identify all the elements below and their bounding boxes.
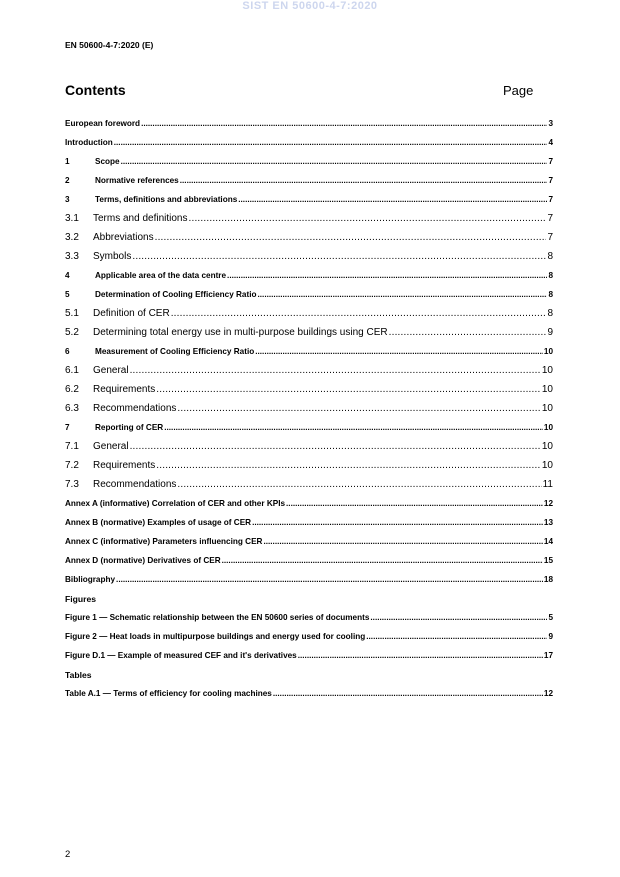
toc-leader-dots [238, 193, 547, 207]
toc-entry-page: 10 [541, 365, 553, 376]
toc-leader-dots [255, 345, 543, 359]
toc-leader-dots [298, 649, 543, 663]
toc-entry[interactable] [65, 630, 553, 649]
toc-entry-title: Figure D.1 — Example of measured CEF and it's derivatives [65, 651, 297, 660]
toc-leader-dots [121, 155, 548, 169]
toc-entry[interactable] [65, 402, 553, 421]
toc-entry-page: 7 [547, 232, 553, 243]
toc-entry-number: 2 [65, 176, 70, 185]
toc-entry-title: Annex A (informative) Correlation of CER and other KPIs [65, 499, 286, 508]
toc-leader-dots [258, 288, 548, 302]
toc-entry-number: 5.2 [65, 327, 79, 338]
toc-entry-page: 7 [547, 213, 553, 224]
toc-entry-title: Bibliography [65, 575, 116, 584]
toc-entry-number: 3.1 [65, 213, 79, 224]
toc-entry-title: Definition of CER [93, 308, 170, 319]
toc-entry-title: General [93, 441, 129, 452]
toc-entry-number: 6 [65, 347, 70, 356]
toc-entry-page: 10 [543, 347, 553, 356]
contents-title: Contents [65, 82, 126, 98]
toc-entry[interactable] [65, 459, 553, 478]
toc-entry-title: Scope [95, 157, 120, 166]
toc-entry[interactable] [65, 440, 553, 459]
toc-leader-dots [171, 307, 547, 321]
toc-leader-dots [141, 117, 547, 131]
toc-entry-page: 8 [547, 308, 553, 319]
toc-entry-title: Normative references [95, 176, 179, 185]
toc-entry-title: Requirements [93, 384, 156, 395]
toc-entry-number: 1 [65, 157, 70, 166]
toc-entry-number: 7.1 [65, 441, 79, 452]
page-number: 2 [65, 849, 71, 860]
toc-entry[interactable] [65, 345, 553, 364]
toc-entry-title: Annex B (normative) Examples of usage of CER [65, 518, 252, 527]
toc-entry-title: Introduction [65, 138, 113, 147]
toc-entry-page: 12 [543, 499, 553, 508]
toc-entry-page: 14 [543, 537, 553, 546]
toc-entry-title: Recommendations [93, 403, 177, 414]
toc-entry-number: 7 [65, 423, 70, 432]
toc-leader-dots [263, 535, 542, 549]
toc-entry[interactable] [65, 383, 553, 402]
document-id: EN 50600-4-7:2020 (E) [65, 40, 154, 50]
toc-entry-title: Figure 1 — Schematic relationship between the EN 50600 series of documents [65, 613, 370, 622]
toc-entry-title: Reporting of CER [95, 423, 164, 432]
toc-entry-title: Determining total energy use in multi-purpose buildings using CER [93, 327, 388, 338]
toc-entry-page: 8 [547, 251, 553, 262]
toc-entry-title: Terms, definitions and abbreviations [95, 195, 238, 204]
toc-entry-page: 10 [541, 441, 553, 452]
toc-leader-dots [370, 611, 547, 625]
toc-entry-title: Annex C (informative) Parameters influencing CER [65, 537, 263, 546]
toc-entry[interactable] [65, 193, 553, 212]
toc-entry[interactable] [65, 307, 553, 326]
toc-entry[interactable] [65, 649, 553, 668]
toc-entry-number: 5 [65, 290, 70, 299]
toc-entry-page: 15 [543, 556, 553, 565]
toc-entry[interactable] [65, 535, 553, 554]
toc-entry-page: 8 [548, 271, 553, 280]
toc-entry-page: 9 [548, 632, 553, 641]
toc-entry-title: Symbols [93, 251, 132, 262]
toc-entry[interactable] [65, 231, 553, 250]
toc-entry[interactable] [65, 117, 553, 136]
toc-entry[interactable] [65, 554, 553, 573]
toc-entry-page: 3 [548, 119, 553, 128]
toc-entry-number: 7.2 [65, 460, 79, 471]
toc-leader-dots [114, 136, 548, 150]
toc-leader-dots [130, 440, 541, 454]
toc-entry-title: European foreword [65, 119, 141, 128]
toc-leader-dots [130, 364, 541, 378]
toc-entry-page: 10 [541, 384, 553, 395]
toc-entry[interactable] [65, 174, 553, 193]
toc-leader-dots [156, 459, 541, 473]
toc-leader-dots [177, 402, 541, 416]
toc-entry[interactable] [65, 421, 553, 440]
toc-entry-title: General [93, 365, 129, 376]
page-column-label: Page [503, 83, 534, 98]
toc-entry[interactable] [65, 212, 553, 231]
toc-entry-number: 6.1 [65, 365, 79, 376]
toc-leader-dots [164, 421, 543, 435]
toc-entry-title: Terms and definitions [93, 213, 188, 224]
table-of-contents [65, 117, 553, 706]
toc-entry-title: Abbreviations [93, 232, 154, 243]
toc-entry[interactable] [65, 592, 553, 611]
toc-entry-page: 7 [548, 195, 553, 204]
toc-entry-number: 6.2 [65, 384, 79, 395]
toc-entry-page: 10 [543, 423, 553, 432]
toc-leader-dots [222, 554, 543, 568]
toc-entry[interactable] [65, 288, 553, 307]
toc-entry-number: 5.1 [65, 308, 79, 319]
toc-leader-dots [273, 687, 543, 701]
toc-entry-number: 3 [65, 195, 70, 204]
toc-entry[interactable] [65, 611, 553, 630]
toc-entry[interactable] [65, 269, 553, 288]
toc-entry-title: Requirements [93, 460, 156, 471]
toc-entry-title: Table A.1 — Terms of efficiency for cooling machines [65, 689, 272, 698]
toc-entry[interactable] [65, 155, 553, 174]
toc-leader-dots [389, 326, 547, 340]
toc-leader-dots [116, 573, 543, 587]
toc-entry-title: Determination of Cooling Efficiency Ratio [95, 290, 257, 299]
toc-entry-page: 9 [547, 327, 553, 338]
toc-entry[interactable] [65, 497, 553, 516]
toc-entry-page: 8 [548, 290, 553, 299]
toc-entry[interactable] [65, 364, 553, 383]
toc-entry-title: Recommendations [93, 479, 177, 490]
toc-entry-page: 11 [542, 479, 553, 490]
toc-leader-dots [132, 250, 546, 264]
toc-entry-title: Annex D (normative) Derivatives of CER [65, 556, 221, 565]
toc-entry[interactable] [65, 573, 553, 592]
toc-leader-dots [227, 269, 547, 283]
toc-entry[interactable] [65, 250, 553, 269]
toc-entry-page: 10 [541, 460, 553, 471]
toc-entry[interactable] [65, 687, 553, 706]
toc-entry-number: 3.3 [65, 251, 79, 262]
toc-entry[interactable] [65, 136, 553, 155]
toc-entry-page: 18 [543, 575, 553, 584]
toc-entry-title: Measurement of Cooling Efficiency Ratio [95, 347, 255, 356]
toc-entry[interactable] [65, 478, 553, 497]
toc-entry-page: 4 [548, 138, 553, 147]
toc-entry-number: 7.3 [65, 479, 79, 490]
toc-entry-page: 12 [543, 689, 553, 698]
toc-entry-title: Figures [65, 594, 97, 604]
toc-entry-title: Tables [65, 670, 92, 680]
toc-leader-dots [189, 212, 547, 226]
toc-entry-number: 3.2 [65, 232, 79, 243]
toc-entry-title: Figure 2 — Heat loads in multipurpose buildings and energy used for cooling [65, 632, 366, 641]
toc-leader-dots [177, 478, 541, 492]
toc-entry-page: 7 [548, 157, 553, 166]
toc-leader-dots [286, 497, 543, 511]
toc-leader-dots [366, 630, 547, 644]
toc-entry[interactable] [65, 668, 553, 687]
toc-entry-page: 17 [543, 651, 553, 660]
toc-leader-dots [252, 516, 543, 530]
toc-leader-dots [156, 383, 541, 397]
toc-leader-dots [155, 231, 547, 245]
toc-entry-page: 10 [541, 403, 553, 414]
toc-entry-page: 13 [543, 518, 553, 527]
toc-entry[interactable] [65, 516, 553, 535]
toc-entry[interactable] [65, 326, 553, 345]
toc-entry-page: 7 [548, 176, 553, 185]
toc-entry-page: 5 [548, 613, 553, 622]
watermark: SIST EN 50600-4-7:2020 [242, 0, 378, 12]
toc-entry-number: 4 [65, 271, 70, 280]
toc-entry-title: Applicable area of the data centre [95, 271, 227, 280]
toc-entry-number: 6.3 [65, 403, 79, 414]
toc-leader-dots [180, 174, 548, 188]
